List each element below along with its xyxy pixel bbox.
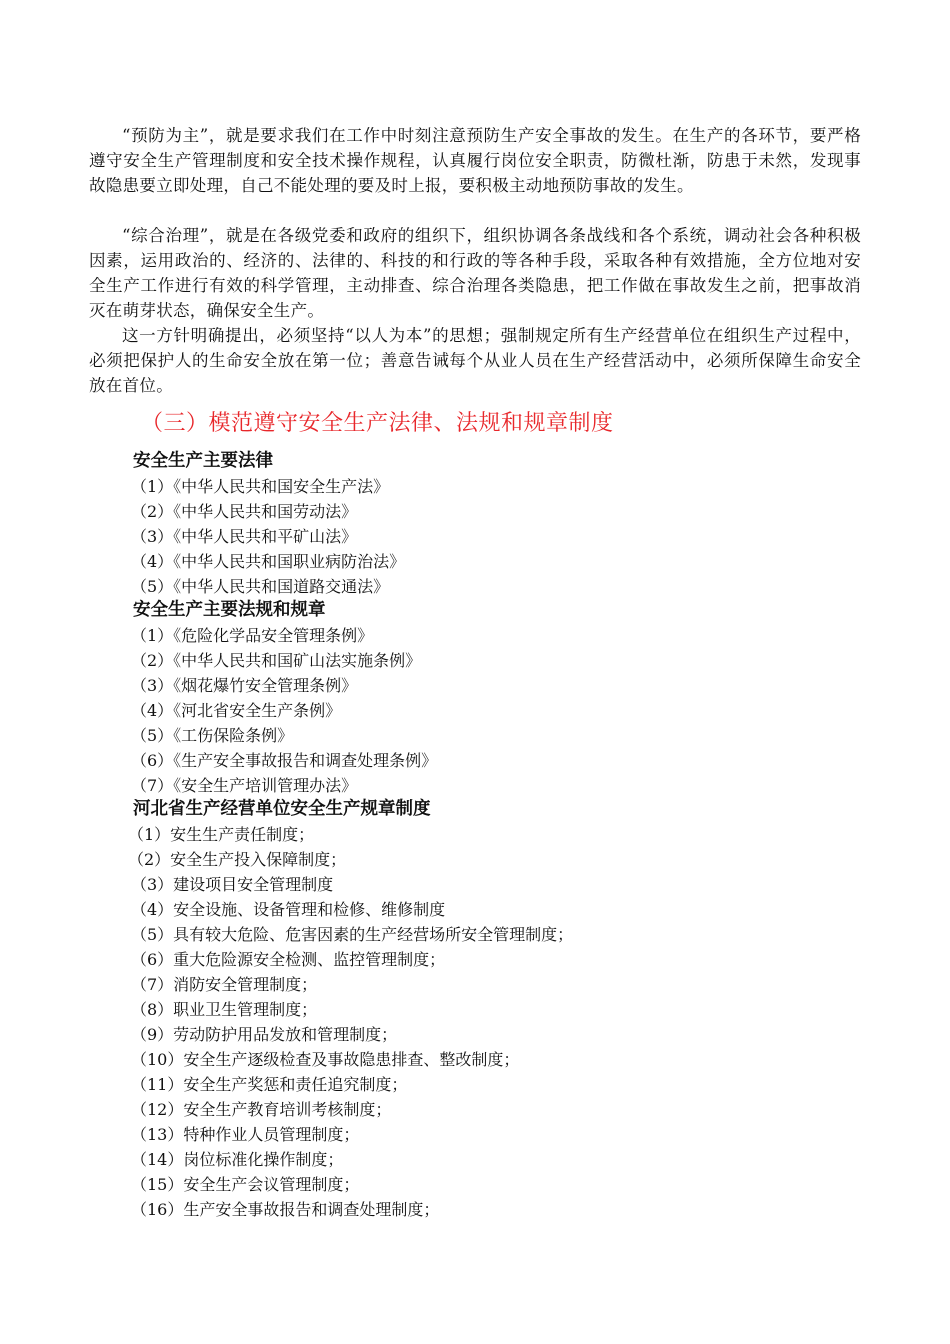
laws-heading: 安全生产主要法律 [133,451,273,471]
paragraph-prevention: “预防为主”，就是要求我们在工作中时刻注意预防生产安全事故的发生。在生产的各环节，要严格遵守安全生产管理制度和安全技术操作规程，认真履行岗位安全职责，防微杜渐，防患于未然，发现事故隐患要立即处理，自己不能处理的要及时上报，要积极主动地预防事故的发生。 [89,126,861,195]
list-item: （16）生产安全事故报告和调查处理制度； [131,1200,440,1219]
regulations-heading: 安全生产主要法规和规章 [133,600,326,620]
list-item: （7）消防安全管理制度； [131,975,318,994]
laws-list [131,474,405,599]
rules-block [128,797,574,1222]
list-item: （8）职业卫生管理制度； [131,1000,318,1019]
section-title: （三）模范遵守安全生产法律、法规和规章制度 [141,411,614,436]
list-item: （15）安全生产会议管理制度； [131,1175,360,1194]
list-item: （1）安生生产责任制度； [128,825,315,844]
list-item: （4）《中华人民共和国职业病防治法》 [131,552,406,571]
list-item: （10）安全生产逐级检查及事故隐患排查、整改制度； [131,1050,520,1069]
list-item: （9）劳动防护用品发放和管理制度； [131,1025,398,1044]
list-item: （1）《危险化学品安全管理条例》 [131,626,374,645]
list-item: （7）《安全生产培训管理办法》 [131,776,358,795]
list-item: （11）安全生产奖惩和责任追究制度； [131,1075,408,1094]
list-item: （1）《中华人民共和国安全生产法》 [131,477,390,496]
list-item: （3）《中华人民共和平矿山法》 [131,527,358,546]
paragraph-people-oriented: 这一方针明确提出，必须坚持“以人为本”的思想；强制规定所有生产经营单位在组织生产过程中，必须把保护人的生命安全放在第一位；善意告诫每个从业人员在生产经营活动中，必须所保障生命安全放在首位。 [89,326,861,395]
list-item: （5）具有较大危险、危害因素的生产经营场所安全管理制度； [131,925,574,944]
list-item: （12）安全生产教育培训考核制度； [131,1100,392,1119]
list-item: （4）《河北省安全生产条例》 [131,701,342,720]
list-item: （2）安全生产投入保障制度； [128,850,347,869]
list-item: （13）特种作业人员管理制度； [131,1125,360,1144]
list-item: （5）《中华人民共和国道路交通法》 [131,577,390,596]
list-item: （2）《中华人民共和国矿山法实施条例》 [131,651,422,670]
rules-heading: 河北省生产经营单位安全生产规章制度 [133,799,431,819]
laws-block [131,449,405,599]
paragraph-comprehensive-governance: “综合治理”，就是在各级党委和政府的组织下，组织协调各条战线和各个系统，调动社会各种积极因素，运用政治的、经济的、法律的、科技的和行政的等各种手段，采取各种有效措施，全方位地对安全生产工作进行有效的科学管理，主动排查、综合治理各类隐患，把工作做在事故发生之前，把事故消灭在萌芽状态，确保安全生产。 [89,226,861,320]
regulations-list [131,623,437,798]
list-item: （4）安全设施、设备管理和检修、维修制度 [131,900,446,919]
list-item: （14）岗位标准化操作制度； [131,1150,344,1169]
list-item: （3）建设项目安全管理制度 [131,875,334,894]
list-item: （6）重大危险源安全检测、监控管理制度； [131,950,446,969]
rules-list [128,822,574,1222]
regulations-block [131,598,437,798]
list-item: （5）《工伤保险条例》 [131,726,294,745]
list-item: （3）《烟花爆竹安全管理条例》 [131,676,358,695]
list-item: （2）《中华人民共和国劳动法》 [131,502,358,521]
list-item: （6）《生产安全事故报告和调查处理条例》 [131,751,438,770]
